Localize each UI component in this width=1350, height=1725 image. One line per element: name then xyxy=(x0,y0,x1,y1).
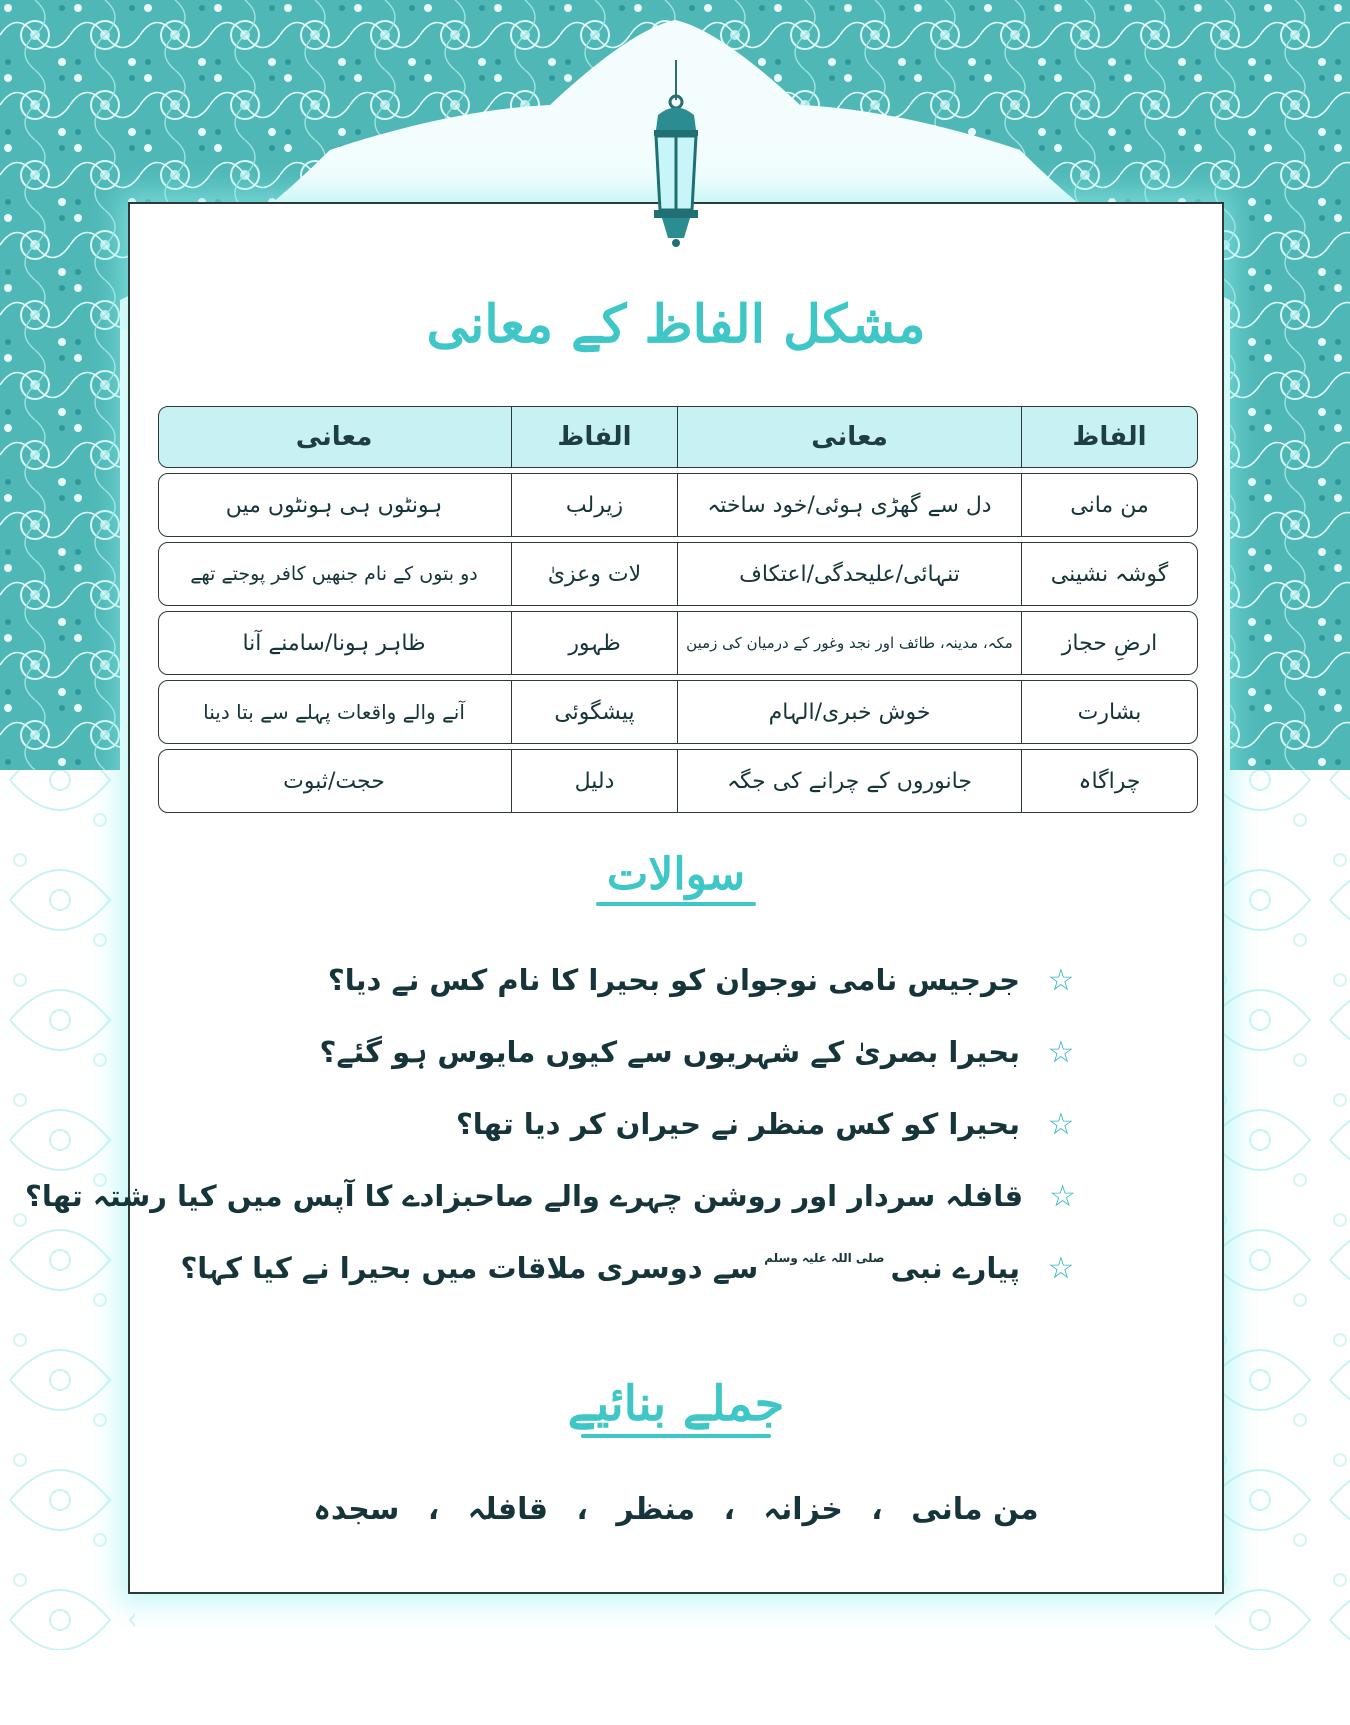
star-icon: ☆ xyxy=(1047,1250,1075,1286)
meaning-cell: مکہ، مدینہ، طائف اور نجد وغور کے درمیان کی زمین xyxy=(677,612,1021,674)
word-separator: ، xyxy=(723,1492,735,1527)
lantern-icon xyxy=(636,60,716,250)
title-underline xyxy=(596,902,756,906)
star-icon: ☆ xyxy=(1049,1178,1076,1214)
star-icon: ☆ xyxy=(1047,962,1075,998)
column-header-words: الفاظ xyxy=(511,407,677,467)
list-item xyxy=(176,1088,1076,1160)
word-item: منظر xyxy=(616,1492,696,1527)
question-text: قافلہ سردار اور روشن چہرے والے صاحبزادے کا آپس میں کیا رشتہ تھا؟ xyxy=(25,1179,1024,1213)
word-list xyxy=(130,1492,1222,1527)
meaning-cell: دو بتوں کے نام جنھیں کافر پوجتے تھے xyxy=(190,563,478,585)
meaning-cell: آنے والے واقعات پہلے سے بتا دینا xyxy=(203,700,465,724)
word-item: خزانہ xyxy=(763,1492,843,1527)
word-separator: ، xyxy=(576,1492,588,1527)
list-item xyxy=(176,944,1076,1016)
word-cell: زیرلب xyxy=(511,474,677,536)
questions-title xyxy=(130,849,1222,906)
word-cell: ارضِ حجاز xyxy=(1021,612,1197,674)
question-text-continued: سے دوسری ملاقات میں بحیرا نے کیا کہا؟ xyxy=(180,1251,759,1285)
vocabulary-table xyxy=(158,406,1198,818)
star-icon: ☆ xyxy=(1047,1034,1075,1070)
word-cell: گوشہ نشینی xyxy=(1021,543,1197,605)
meaning-cell: ظاہر ہونا/سامنے آنا xyxy=(242,630,426,656)
sentences-title xyxy=(130,1376,1222,1438)
table-row xyxy=(158,542,1198,606)
word-item: قافلہ xyxy=(467,1492,549,1527)
title-underline xyxy=(581,1434,771,1438)
question-text: بحیرا بصریٰ کے شہریوں سے کیوں مایوس ہو گئے؟ xyxy=(319,1035,1020,1069)
question-text: جرجیس نامی نوجوان کو بحیرا کا نام کس نے دیا؟ xyxy=(327,963,1020,997)
column-header-meanings: معانی xyxy=(677,407,1021,467)
table-header-row xyxy=(158,406,1198,468)
meaning-cell: جانوروں کے چرانے کی جگہ xyxy=(677,750,1021,812)
honorific-mark: صلی اللہ علیہ وسلم xyxy=(764,1251,885,1265)
column-header-meanings: معانی xyxy=(295,422,373,452)
word-cell: بشارت xyxy=(1021,681,1197,743)
content-card xyxy=(25,202,1224,1594)
meaning-cell: خوش خبری/الہام xyxy=(677,681,1021,743)
questions-list xyxy=(25,944,1076,1304)
word-item: سجدہ xyxy=(313,1492,400,1527)
meaning-cell: ہونٹوں ہی ہونٹوں میں xyxy=(225,492,443,518)
word-cell: لات وعزیٰ xyxy=(511,543,677,605)
word-separator: ، xyxy=(871,1492,883,1527)
table-row xyxy=(158,473,1198,537)
questions-title-text: سوالات xyxy=(606,849,746,900)
word-cell: ظہور xyxy=(511,612,677,674)
word-item: من مانی xyxy=(911,1492,1039,1527)
question-text: پیارے نبی xyxy=(890,1251,1020,1285)
column-header-words: الفاظ xyxy=(1021,407,1197,467)
table-row xyxy=(158,749,1198,813)
meaning-cell: دل سے گھڑی ہوئی/خود ساختہ xyxy=(677,474,1021,536)
star-icon: ☆ xyxy=(1047,1106,1075,1142)
word-cell: پیشگوئی xyxy=(511,681,677,743)
meaning-cell: حجت/ثبوت xyxy=(283,768,385,794)
sentences-title-text: جملے بنائیے xyxy=(567,1376,785,1432)
list-item xyxy=(25,1160,1076,1232)
table-row xyxy=(158,611,1198,675)
word-cell: چراگاہ xyxy=(1021,750,1197,812)
word-separator: ، xyxy=(427,1492,440,1527)
page-title: مشکل الفاظ کے معانی xyxy=(426,294,926,355)
word-cell: دلیل xyxy=(511,750,677,812)
question-text: بحیرا کو کس منظر نے حیران کر دیا تھا؟ xyxy=(455,1107,1020,1141)
word-cell: من مانی xyxy=(1021,474,1197,536)
meaning-cell: تنہائی/علیحدگی/اعتکاف xyxy=(677,543,1021,605)
list-item xyxy=(176,1016,1076,1088)
table-row xyxy=(158,680,1198,744)
list-item xyxy=(176,1232,1076,1304)
